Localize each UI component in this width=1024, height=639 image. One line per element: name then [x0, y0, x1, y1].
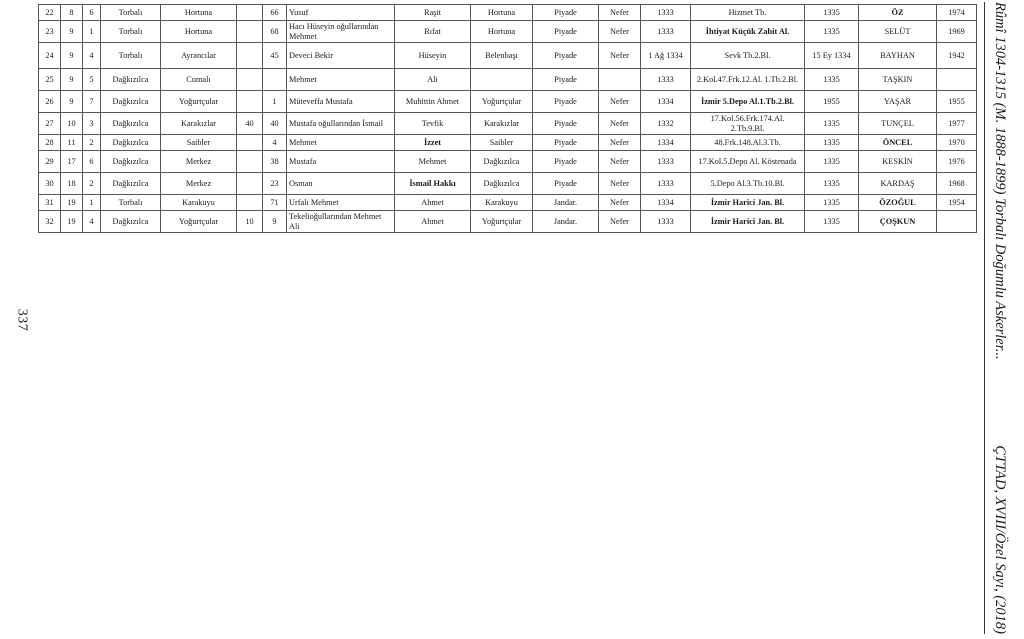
cell-village: Merkez [161, 173, 237, 195]
cell-year2: 1335 [805, 5, 859, 21]
cell-b: 1 [83, 195, 101, 211]
cell-c: 40 [237, 113, 263, 135]
cell-year2: 1335 [805, 21, 859, 43]
cell-village: Merkez [161, 151, 237, 173]
cell-d: 38 [263, 151, 287, 173]
table-row [39, 151, 977, 173]
cell-unit: Sevk Tb.2.Bl. [691, 43, 805, 69]
cell-father: Ahmet [395, 195, 471, 211]
cell-village: Saibler [161, 135, 237, 151]
cell-surname: ÖZ [859, 5, 937, 21]
cell-c [237, 5, 263, 21]
cell-no: 32 [39, 211, 61, 233]
cell-village: Hortuna [161, 5, 237, 21]
cell-year: 1334 [641, 91, 691, 113]
cell-father: İsmail Hakkı [395, 173, 471, 195]
cell-no: 22 [39, 5, 61, 21]
cell-village: Karakuyu [161, 195, 237, 211]
running-header [978, 2, 1022, 634]
cell-birthplace: Yoğurtçular [471, 91, 533, 113]
cell-district: Dağkızılca [101, 69, 161, 91]
cell-branch: Piyade [533, 91, 599, 113]
cell-birthplace: Karakuyu [471, 195, 533, 211]
cell-a: 10 [61, 113, 83, 135]
cell-no: 31 [39, 195, 61, 211]
cell-father: Muhittin Ahmet [395, 91, 471, 113]
cell-d [263, 69, 287, 91]
cell-d: 45 [263, 43, 287, 69]
cell-year: 1333 [641, 21, 691, 43]
cell-c [237, 43, 263, 69]
cell-father: Hüseyin [395, 43, 471, 69]
cell-rank: Nefer [599, 135, 641, 151]
cell-rank: Nefer [599, 43, 641, 69]
table-row [39, 69, 977, 91]
cell-rank: Nefer [599, 91, 641, 113]
cell-b: 7 [83, 91, 101, 113]
cell-village: Cumalı [161, 69, 237, 91]
cell-year2: 1335 [805, 195, 859, 211]
cell-district: Dağkızılca [101, 151, 161, 173]
cell-d: 66 [263, 5, 287, 21]
cell-year2: 1955 [805, 91, 859, 113]
cell-b: 5 [83, 69, 101, 91]
table-row [39, 5, 977, 21]
cell-no: 26 [39, 91, 61, 113]
cell-village: Karakızlar [161, 113, 237, 135]
cell-rank: Nefer [599, 5, 641, 21]
cell-district: Torbalı [101, 195, 161, 211]
cell-village: Yoğurtçular [161, 211, 237, 233]
cell-surname: YAŞAR [859, 91, 937, 113]
cell-year: 1334 [641, 135, 691, 151]
cell-surname: ÇOŞKUN [859, 211, 937, 233]
cell-father: Rıfat [395, 21, 471, 43]
page-number [4, 300, 38, 340]
cell-birthplace: Hortuna [471, 5, 533, 21]
cell-father: Ali [395, 69, 471, 91]
running-header-journal: ÇTTAD, XVIII/Özel Sayı, (2018) [992, 445, 1009, 634]
cell-no: 23 [39, 21, 61, 43]
cell-year3: 1976 [937, 151, 977, 173]
cell-c [237, 21, 263, 43]
cell-rank: Nefer [599, 211, 641, 233]
cell-birthplace: Dağkızılca [471, 151, 533, 173]
cell-birthplace [471, 69, 533, 91]
cell-village: Ayrancılar [161, 43, 237, 69]
table-row [39, 43, 977, 69]
cell-a: 8 [61, 5, 83, 21]
cell-father: İzzet [395, 135, 471, 151]
cell-year3: 1970 [937, 135, 977, 151]
cell-name: Urfalı Mehmet [287, 195, 395, 211]
cell-branch: Piyade [533, 69, 599, 91]
cell-branch: Jandar. [533, 211, 599, 233]
cell-year3: 1968 [937, 173, 977, 195]
cell-name: Müteveffa Mustafa [287, 91, 395, 113]
cell-a: 18 [61, 173, 83, 195]
cell-village: Hortuna [161, 21, 237, 43]
cell-d: 4 [263, 135, 287, 151]
cell-b: 4 [83, 211, 101, 233]
cell-name: Mehmet [287, 135, 395, 151]
cell-name: Mustafa oğullarından İsmail [287, 113, 395, 135]
cell-b: 6 [83, 151, 101, 173]
cell-rank: Nefer [599, 113, 641, 135]
cell-rank: Nefer [599, 151, 641, 173]
cell-year: 1333 [641, 69, 691, 91]
table-row [39, 173, 977, 195]
cell-branch: Piyade [533, 43, 599, 69]
cell-rank: Nefer [599, 195, 641, 211]
cell-year: 1333 [641, 173, 691, 195]
cell-a: 9 [61, 43, 83, 69]
cell-surname: TUNÇEL [859, 113, 937, 135]
cell-c: 10 [237, 211, 263, 233]
cell-year: 1334 [641, 195, 691, 211]
cell-a: 19 [61, 211, 83, 233]
cell-surname: KARDAŞ [859, 173, 937, 195]
cell-surname: SELÜT [859, 21, 937, 43]
cell-year2: 1335 [805, 69, 859, 91]
cell-a: 17 [61, 151, 83, 173]
cell-unit: İzmir Harici Jan. Bl. [691, 211, 805, 233]
cell-year: 1333 [641, 5, 691, 21]
cell-year2: 1335 [805, 173, 859, 195]
cell-name: Deveci Bekir [287, 43, 395, 69]
header-rule [984, 2, 985, 634]
cell-father: Raşit [395, 5, 471, 21]
cell-district: Torbalı [101, 21, 161, 43]
cell-surname: ÖNCEL [859, 135, 937, 151]
cell-a: 9 [61, 69, 83, 91]
cell-birthplace: Karakızlar [471, 113, 533, 135]
cell-d: 9 [263, 211, 287, 233]
table-row [39, 21, 977, 43]
cell-name: Osman [287, 173, 395, 195]
cell-unit: 17.Kol.56.Frk.174.Al. 2.Tb.9.Bl. [691, 113, 805, 135]
cell-year2: 1335 [805, 135, 859, 151]
cell-year3: 1977 [937, 113, 977, 135]
cell-surname: TAŞKIN [859, 69, 937, 91]
cell-unit: 5.Depo Al.3.Tb.10.Bl. [691, 173, 805, 195]
cell-branch: Piyade [533, 5, 599, 21]
cell-b: 2 [83, 173, 101, 195]
cell-d: 40 [263, 113, 287, 135]
cell-c [237, 91, 263, 113]
cell-d: 71 [263, 195, 287, 211]
cell-year: 1 Ağ 1334 [641, 43, 691, 69]
cell-d: 23 [263, 173, 287, 195]
cell-birthplace: Yoğurtçular [471, 211, 533, 233]
table-row [39, 195, 977, 211]
cell-year3: 1969 [937, 21, 977, 43]
cell-branch: Jandar. [533, 195, 599, 211]
cell-no: 28 [39, 135, 61, 151]
cell-year: 1333 [641, 211, 691, 233]
cell-branch: Piyade [533, 113, 599, 135]
cell-name: Hacı Hüseyin oğullarından Mehmet [287, 21, 395, 43]
cell-rank: Nefer [599, 21, 641, 43]
cell-c [237, 151, 263, 173]
cell-a: 9 [61, 91, 83, 113]
cell-year3: 1954 [937, 195, 977, 211]
table-row [39, 91, 977, 113]
cell-birthplace: Belenbaşı [471, 43, 533, 69]
cell-d: 68 [263, 21, 287, 43]
cell-b: 3 [83, 113, 101, 135]
cell-no: 29 [39, 151, 61, 173]
cell-unit: İzmir Harici Jan. Bl. [691, 195, 805, 211]
cell-district: Torbalı [101, 5, 161, 21]
cell-village: Yoğurtçular [161, 91, 237, 113]
cell-unit: İhtiyat Küçük Zabit Al. [691, 21, 805, 43]
cell-father: Tevfik [395, 113, 471, 135]
cell-year2: 1335 [805, 151, 859, 173]
cell-birthplace: Saibler [471, 135, 533, 151]
cell-year3 [937, 211, 977, 233]
cell-year3: 1974 [937, 5, 977, 21]
cell-no: 27 [39, 113, 61, 135]
cell-district: Dağkızılca [101, 211, 161, 233]
cell-d: 1 [263, 91, 287, 113]
cell-name: Tekelioğullarından Mehmet Ali [287, 211, 395, 233]
cell-unit: 2.Kol.47.Frk.12.Al. 1.Tb.2.Bl. [691, 69, 805, 91]
cell-year2: 15 Ey 1334 [805, 43, 859, 69]
cell-year: 1333 [641, 151, 691, 173]
table-row [39, 211, 977, 233]
cell-c [237, 69, 263, 91]
cell-unit: İzmir 5.Depo Al.1.Tb.2.Bl. [691, 91, 805, 113]
cell-year2: 1335 [805, 211, 859, 233]
cell-district: Dağkızılca [101, 135, 161, 151]
cell-branch: Piyade [533, 173, 599, 195]
soldier-roster-table [38, 4, 977, 233]
cell-father: Ahmet [395, 211, 471, 233]
cell-c [237, 135, 263, 151]
cell-no: 24 [39, 43, 61, 69]
cell-a: 19 [61, 195, 83, 211]
cell-rank [599, 69, 641, 91]
cell-branch: Piyade [533, 151, 599, 173]
cell-b: 1 [83, 21, 101, 43]
cell-year3 [937, 69, 977, 91]
cell-rank: Nefer [599, 173, 641, 195]
cell-branch: Piyade [533, 21, 599, 43]
cell-year3: 1955 [937, 91, 977, 113]
cell-name: Yusuf [287, 5, 395, 21]
cell-b: 4 [83, 43, 101, 69]
cell-year3: 1942 [937, 43, 977, 69]
cell-c [237, 173, 263, 195]
table-row [39, 135, 977, 151]
cell-branch: Piyade [533, 135, 599, 151]
cell-year2: 1335 [805, 113, 859, 135]
cell-name: Mustafa [287, 151, 395, 173]
cell-birthplace: Hortuna [471, 21, 533, 43]
cell-name: Mehmet [287, 69, 395, 91]
cell-father: Mehmet [395, 151, 471, 173]
cell-year: 1332 [641, 113, 691, 135]
cell-surname: ÖZOĞUL [859, 195, 937, 211]
cell-district: Dağkızılca [101, 173, 161, 195]
cell-surname: BAYHAN [859, 43, 937, 69]
cell-b: 2 [83, 135, 101, 151]
cell-a: 11 [61, 135, 83, 151]
cell-no: 25 [39, 69, 61, 91]
table-row [39, 113, 977, 135]
cell-district: Dağkızılca [101, 91, 161, 113]
page-number-text: 337 [14, 308, 29, 332]
cell-district: Torbalı [101, 43, 161, 69]
cell-birthplace: Dağkızılca [471, 173, 533, 195]
cell-unit: 48.Frk.148.Al.3.Tb. [691, 135, 805, 151]
cell-surname: KESKİN [859, 151, 937, 173]
cell-unit: Hizmet Tb. [691, 5, 805, 21]
cell-a: 9 [61, 21, 83, 43]
cell-c [237, 195, 263, 211]
cell-b: 6 [83, 5, 101, 21]
cell-no: 30 [39, 173, 61, 195]
cell-unit: 17.Kol.5.Depo Al. Köstenada [691, 151, 805, 173]
cell-district: Dağkızılca [101, 113, 161, 135]
running-header-title: Rûmî 1304-1315 (M. 1888-1899) Torbalı Doğumlu Askerler... [992, 2, 1009, 360]
